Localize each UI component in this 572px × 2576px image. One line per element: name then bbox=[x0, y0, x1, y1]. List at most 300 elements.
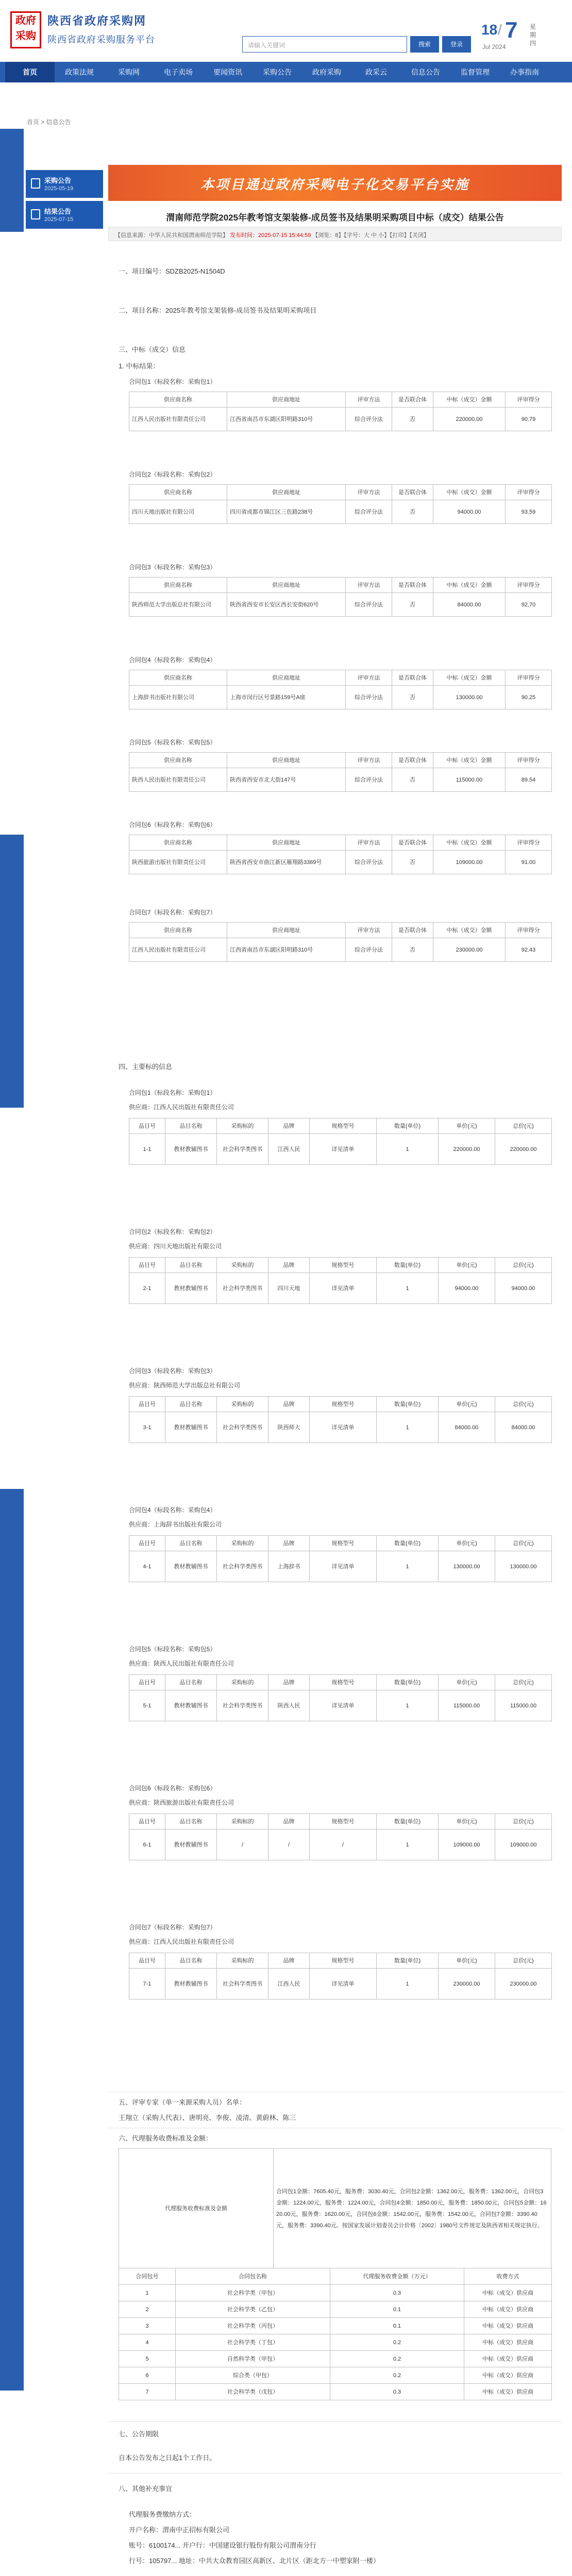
column-header: 单价(元) bbox=[439, 1397, 495, 1412]
article-meta bbox=[108, 227, 562, 241]
sidebar-item-label: 采购公告 bbox=[44, 177, 72, 184]
date-slash: / bbox=[498, 22, 502, 38]
column-header: 是否联合体 bbox=[392, 392, 433, 408]
column-header: 品目名称 bbox=[165, 1953, 217, 1969]
page-title: 渭南师范学院2025年教考馆支架装修-成员签书及结果明采购项目中标（成交）结果公告 bbox=[166, 213, 504, 223]
eval-method-cell: 综合评分法 bbox=[346, 593, 392, 617]
fee-cell: 7 bbox=[119, 2384, 176, 2400]
item-cell: 教材教辅图书 bbox=[165, 1969, 217, 1999]
column-header: 采购标的 bbox=[217, 1675, 268, 1690]
consortium-cell: 否 bbox=[392, 768, 433, 792]
column-header: 评审得分 bbox=[506, 578, 552, 593]
item-cell: 3-1 bbox=[129, 1412, 165, 1443]
item-cell: 社会科学类图书 bbox=[217, 1969, 268, 1999]
column-header: 总价(元) bbox=[495, 1118, 552, 1134]
column-header: 数量(单位) bbox=[377, 1814, 439, 1829]
column-header: 品牌 bbox=[268, 1953, 310, 1969]
fee-cell: 1 bbox=[119, 2285, 176, 2301]
fee-text-cell: 合同包1金额：7605.40元，服务费：3030.40元，合同包2金额：1362.00元，服务费：1362.00元，合同包3金额：1224.00元，服务费：1224.00元，合同包4金额：1850.00元，服务费：1850.00元，合同包5金额：1620.00元，服务费：1620.00元，合同包6金额：1542.00元，服务费：1542.00元，合同包7金额：3390.40元，服务费：3390.40元。按国家发展计划委员会计价格〔2002〕1980号文件规定及陕西省相关规定执行。 bbox=[274, 2149, 551, 2268]
section-agency-fee: 六、代理服务收费标准及金额： bbox=[119, 2134, 213, 2142]
column-header: 单价(元) bbox=[439, 1118, 495, 1134]
score-cell: 90.79 bbox=[506, 408, 552, 431]
fee-cell: 0.3 bbox=[330, 2285, 464, 2301]
item-cell: 社会科学类图书 bbox=[217, 1412, 268, 1443]
column-header: 品目号 bbox=[129, 1814, 165, 1829]
column-header: 采购标的 bbox=[217, 1536, 268, 1551]
table-row bbox=[129, 593, 552, 617]
lot-label: 合同包1（标段名称：采购包1） bbox=[129, 378, 216, 385]
lot-label: 合同包6（标段名称：采购包6） bbox=[129, 821, 216, 828]
supplier-name-cell: 上海辞书出版社有限公司 bbox=[129, 686, 227, 709]
supplier-address-cell: 陕西省西安市曲江新区雁翔路3369号 bbox=[227, 851, 346, 874]
document-icon bbox=[31, 178, 40, 189]
left-rail-top bbox=[0, 129, 24, 232]
column-header: 规格型号 bbox=[310, 1118, 377, 1134]
score-cell: 93.59 bbox=[506, 500, 552, 524]
nav-item-news[interactable]: 要闻资讯 bbox=[213, 68, 242, 76]
item-table bbox=[129, 1118, 552, 1165]
item-cell: 94000.00 bbox=[439, 1273, 495, 1304]
fee-cell: 中标（成交）供应商 bbox=[464, 2285, 552, 2301]
table-header-row bbox=[129, 1675, 552, 1690]
account-number: 账号：6100174... 开户行：中国建设银行股份有限公司渭南分行 bbox=[129, 2541, 317, 2549]
fee-cell: 3 bbox=[119, 2318, 176, 2334]
column-header: 代理服务收费金额（万元） bbox=[330, 2268, 464, 2285]
fee-cell: 0.3 bbox=[330, 2384, 464, 2400]
table-row bbox=[129, 1969, 552, 1999]
eval-method-cell: 综合评分法 bbox=[346, 938, 392, 962]
supplier-name-cell: 江西人民出版社有限责任公司 bbox=[129, 408, 227, 431]
table-row bbox=[119, 2318, 552, 2334]
column-header: 品目号 bbox=[129, 1675, 165, 1690]
eval-method-cell: 综合评分法 bbox=[346, 851, 392, 874]
section-other: 八、其他补充事宜 bbox=[119, 2485, 173, 2493]
table-row bbox=[129, 500, 552, 524]
search-button[interactable]: 搜索 bbox=[410, 36, 439, 53]
column-header: 供应商名称 bbox=[129, 578, 227, 593]
column-header: 单价(元) bbox=[439, 1258, 495, 1273]
column-header: 品目号 bbox=[129, 1536, 165, 1551]
item-table bbox=[129, 1674, 552, 1721]
consortium-cell: 否 bbox=[392, 851, 433, 874]
item-cell: 1 bbox=[377, 1829, 439, 1860]
column-header: 供应商名称 bbox=[129, 670, 227, 686]
table-header-row bbox=[129, 578, 552, 593]
document-icon bbox=[31, 209, 40, 219]
item-table bbox=[129, 1953, 552, 1999]
consortium-cell: 否 bbox=[392, 938, 433, 962]
column-header: 品目号 bbox=[129, 1118, 165, 1134]
column-header: 供应商地址 bbox=[227, 670, 346, 686]
sidebar bbox=[24, 129, 104, 232]
table-header-row bbox=[129, 1397, 552, 1412]
item-cell: 1-1 bbox=[129, 1134, 165, 1165]
supplier-name-cell: 江西人民出版社有限责任公司 bbox=[129, 938, 227, 962]
item-table bbox=[129, 1535, 552, 1582]
nav-item-home[interactable]: 首页 bbox=[5, 62, 55, 82]
sidebar-item-date: 2025-05-19 bbox=[44, 185, 74, 192]
column-header: 品牌 bbox=[268, 1536, 310, 1551]
nav-item-zcy[interactable]: 政采云 bbox=[365, 68, 387, 76]
column-header: 供应商地址 bbox=[227, 392, 346, 408]
column-header: 供应商地址 bbox=[227, 485, 346, 500]
column-header: 收费方式 bbox=[464, 2268, 552, 2285]
item-cell: 详见清单 bbox=[310, 1273, 377, 1304]
eval-method-cell: 综合评分法 bbox=[346, 768, 392, 792]
column-header: 采购标的 bbox=[217, 1397, 268, 1412]
fee-cell: 中标（成交）供应商 bbox=[464, 2351, 552, 2367]
column-header: 数量(单位) bbox=[377, 1118, 439, 1134]
fee-cell: 中标（成交）供应商 bbox=[464, 2334, 552, 2351]
column-header: 评审得分 bbox=[506, 923, 552, 938]
supplier-name-cell: 陕西师范大学出版总社有限公司 bbox=[129, 593, 227, 617]
table-row bbox=[129, 938, 552, 962]
lot-label: 合同包5（标段名称：采购包5） bbox=[129, 739, 216, 746]
site-name-line-2: 陕西省政府采购服务平台 bbox=[47, 35, 155, 45]
column-header: 是否联合体 bbox=[392, 578, 433, 593]
site-header bbox=[0, 0, 572, 62]
item-cell: 94000.00 bbox=[495, 1273, 552, 1304]
award-amount-cell bbox=[433, 500, 506, 524]
table-row bbox=[129, 851, 552, 874]
item-cell: 84000.00 bbox=[439, 1412, 495, 1443]
item-cell: / bbox=[217, 1829, 268, 1860]
item-supplier-label: 供应商：陕西人民出版社有限责任公司 bbox=[129, 1660, 234, 1667]
column-header: 品目号 bbox=[129, 1258, 165, 1273]
column-header: 采购标的 bbox=[217, 1258, 268, 1273]
column-header: 总价(元) bbox=[495, 1536, 552, 1551]
table-row bbox=[119, 2367, 552, 2384]
meta-date: 发布时间：2025-07-15 15:44:59 bbox=[230, 232, 311, 239]
award-amount: 115000.00 bbox=[456, 776, 483, 783]
fee-cell: 0.2 bbox=[330, 2334, 464, 2351]
column-header: 单价(元) bbox=[439, 1814, 495, 1829]
meta-tools[interactable]: 【浏览：8】【字号：大 中 小】【打印】【关闭】 bbox=[312, 232, 430, 239]
award-amount-cell bbox=[433, 593, 506, 617]
item-lot-label: 合同包1（标段名称：采购包1） bbox=[129, 1089, 216, 1096]
item-cell: 130000.00 bbox=[439, 1551, 495, 1582]
fee-cell: 中标（成交）供应商 bbox=[464, 2384, 552, 2400]
table-header-row bbox=[129, 1118, 552, 1134]
site-name bbox=[47, 12, 155, 46]
date-week: 星期四 bbox=[530, 23, 536, 47]
supplier-address-cell: 上海市闵行区号景路159号A座 bbox=[227, 686, 346, 709]
notice-period-text: 自本公告发布之日起1个工作日。 bbox=[119, 2454, 216, 2462]
item-cell: 230000.00 bbox=[439, 1969, 495, 1999]
award-amount-cell bbox=[433, 938, 506, 962]
supplier-name-cell: 陕西旅游出版社有限责任公司 bbox=[129, 851, 227, 874]
column-header: 评审得分 bbox=[506, 392, 552, 408]
section-notice-period: 七、公告期限 bbox=[119, 2430, 159, 2438]
award-table bbox=[129, 670, 552, 709]
item-cell: 详见清单 bbox=[310, 1134, 377, 1165]
table-header-row bbox=[129, 392, 552, 408]
breadcrumb: 首页 > 信息公告 bbox=[27, 118, 71, 126]
table-header-row bbox=[129, 1258, 552, 1273]
fee-cell: 0.2 bbox=[330, 2367, 464, 2384]
fee-cell: 自然科学类（甲包） bbox=[176, 2351, 330, 2367]
item-cell: 1 bbox=[377, 1412, 439, 1443]
column-header: 是否联合体 bbox=[392, 753, 433, 768]
column-header: 品目名称 bbox=[165, 1397, 217, 1412]
score-cell: 90.25 bbox=[506, 686, 552, 709]
supplier-address-cell: 江西省南昌市东湖区阳明路310号 bbox=[227, 408, 346, 431]
item-supplier-label: 供应商：陕西旅游出版社有限责任公司 bbox=[129, 1799, 234, 1806]
table-header-row bbox=[129, 1814, 552, 1829]
column-header: 评审得分 bbox=[506, 670, 552, 686]
column-header: 品牌 bbox=[268, 1397, 310, 1412]
column-header: 规格型号 bbox=[310, 1258, 377, 1273]
fee-cell: 6 bbox=[119, 2367, 176, 2384]
award-amount: 109000.00 bbox=[456, 859, 483, 866]
item-cell: 130000.00 bbox=[495, 1551, 552, 1582]
item-cell: 220000.00 bbox=[439, 1134, 495, 1165]
date-day: 18 bbox=[481, 22, 498, 38]
column-header: 品牌 bbox=[268, 1118, 310, 1134]
item-cell: / bbox=[268, 1829, 310, 1860]
award-amount: 84000.00 bbox=[457, 601, 481, 608]
fee-cell: 社会科学类（丙包） bbox=[176, 2318, 330, 2334]
column-header: 供应商地址 bbox=[227, 753, 346, 768]
column-header: 品目名称 bbox=[165, 1258, 217, 1273]
award-table bbox=[129, 835, 552, 874]
item-cell: 109000.00 bbox=[439, 1829, 495, 1860]
nav-item-policy[interactable]: 政策法规 bbox=[65, 68, 94, 76]
item-cell: 江西人民 bbox=[268, 1969, 310, 1999]
item-lot-label: 合同包4（标段名称：采购包4） bbox=[129, 1506, 216, 1514]
table-row bbox=[129, 1690, 552, 1721]
column-header: 品牌 bbox=[268, 1814, 310, 1829]
column-header: 采购标的 bbox=[217, 1814, 268, 1829]
project-number: 一、项目编号：SDZB2025-N1504D bbox=[119, 267, 225, 275]
item-lot-label: 合同包2（标段名称：采购包2） bbox=[129, 1228, 216, 1235]
table-row bbox=[119, 2334, 552, 2351]
nav-item-supervision[interactable]: 监督管理 bbox=[461, 68, 490, 76]
score-cell: 91.00 bbox=[506, 851, 552, 874]
lot-label: 合同包7（标段名称：采购包7） bbox=[129, 909, 216, 916]
column-header: 中标（成交）金额 bbox=[433, 578, 506, 593]
sidebar-item-procurement-notice[interactable] bbox=[26, 170, 103, 198]
consortium-cell: 否 bbox=[392, 686, 433, 709]
award-amount-cell bbox=[433, 851, 506, 874]
table-header-row bbox=[129, 1536, 552, 1551]
column-header: 中标（成交）金额 bbox=[433, 670, 506, 686]
award-table bbox=[129, 577, 552, 617]
item-cell: 109000.00 bbox=[495, 1829, 552, 1860]
column-header: 规格型号 bbox=[310, 1536, 377, 1551]
item-cell: 115000.00 bbox=[439, 1690, 495, 1721]
award-table bbox=[129, 392, 552, 431]
column-header: 中标（成交）金额 bbox=[433, 835, 506, 851]
item-supplier-label: 供应商：江西人民出版社有限责任公司 bbox=[129, 1104, 234, 1111]
fee-payment-heading: 代理服务费缴纳方式： bbox=[129, 2511, 196, 2518]
item-cell: 四川天地 bbox=[268, 1273, 310, 1304]
award-amount-cell bbox=[433, 686, 506, 709]
date-month: 7 bbox=[505, 18, 518, 43]
nav-item-guide[interactable]: 办事指南 bbox=[510, 68, 539, 76]
item-cell: 5-1 bbox=[129, 1690, 165, 1721]
login-button[interactable]: 登录 bbox=[442, 36, 471, 53]
sidebar-item-result-notice[interactable] bbox=[26, 201, 103, 229]
award-amount: 230000.00 bbox=[456, 946, 483, 953]
supplier-name-cell: 四川天地出版社有限公司 bbox=[129, 500, 227, 524]
column-header: 总价(元) bbox=[495, 1258, 552, 1273]
search-input[interactable]: 请输入关键词 bbox=[242, 36, 407, 53]
table-header-row bbox=[119, 2268, 552, 2285]
table-row bbox=[129, 1273, 552, 1304]
award-amount-cell bbox=[433, 408, 506, 431]
award-table bbox=[129, 922, 552, 962]
column-header: 品牌 bbox=[268, 1675, 310, 1690]
lot-label: 合同包3（标段名称：采购包3） bbox=[129, 564, 216, 571]
supplier-address-cell: 江西省南昌市东湖区阳明路310号 bbox=[227, 938, 346, 962]
item-cell: 社会科学类图书 bbox=[217, 1273, 268, 1304]
nav-item-notices[interactable]: 采购公告 bbox=[263, 68, 292, 76]
item-cell: 1 bbox=[377, 1690, 439, 1721]
table-row bbox=[129, 768, 552, 792]
section-award-info: 三、中标（成交）信息 bbox=[119, 346, 186, 353]
column-header: 数量(单位) bbox=[377, 1397, 439, 1412]
table-row bbox=[119, 2384, 552, 2400]
nav-item-eshop[interactable]: 电子卖场 bbox=[164, 68, 193, 76]
table-row bbox=[119, 2285, 552, 2301]
column-header: 合同包号 bbox=[119, 2268, 176, 2285]
column-header: 评审方法 bbox=[346, 835, 392, 851]
column-header: 供应商地址 bbox=[227, 923, 346, 938]
table-row bbox=[129, 1551, 552, 1582]
table-header-row bbox=[129, 670, 552, 686]
column-header: 单价(元) bbox=[439, 1953, 495, 1969]
item-supplier-label: 供应商：江西人民出版社有限责任公司 bbox=[129, 1938, 234, 1945]
item-cell: 1 bbox=[377, 1273, 439, 1304]
table-row bbox=[129, 1412, 552, 1443]
award-result-heading: 1. 中标结果： bbox=[119, 362, 160, 370]
left-rail-middle bbox=[0, 835, 24, 1108]
fee-cell: 社会科学类（丁包） bbox=[176, 2334, 330, 2351]
agency-fee-table bbox=[119, 2268, 552, 2400]
item-cell: 详见清单 bbox=[310, 1690, 377, 1721]
fee-cell: 中标（成交）供应商 bbox=[464, 2301, 552, 2318]
item-cell: 1 bbox=[377, 1551, 439, 1582]
item-cell: 7-1 bbox=[129, 1969, 165, 1999]
project-name: 二、项目名称：2025年教考馆支架装修-成员签书及结果明采购项目 bbox=[119, 307, 317, 314]
column-header: 供应商名称 bbox=[129, 753, 227, 768]
column-header: 评审方法 bbox=[346, 578, 392, 593]
eval-method-cell: 综合评分法 bbox=[346, 686, 392, 709]
logo-line-2: 采购 bbox=[15, 30, 36, 42]
section-main-items: 四、主要标的信息 bbox=[119, 1063, 173, 1071]
column-header: 合同包名称 bbox=[176, 2268, 330, 2285]
account-name: 开户名称：渭南中正招标有限公司 bbox=[129, 2526, 230, 2534]
award-table bbox=[129, 484, 552, 524]
item-cell: 社会科学类图书 bbox=[217, 1690, 268, 1721]
column-header: 中标（成交）金额 bbox=[433, 923, 506, 938]
column-header: 是否联合体 bbox=[392, 923, 433, 938]
column-header: 品目名称 bbox=[165, 1536, 217, 1551]
site-name-line-1: 陕西省政府采购网 bbox=[47, 14, 147, 27]
fee-cell: 中标（成交）供应商 bbox=[464, 2367, 552, 2384]
award-amount: 130000.00 bbox=[456, 694, 483, 701]
score-cell: 92.43 bbox=[506, 938, 552, 962]
award-amount: 94000.00 bbox=[457, 509, 481, 515]
item-cell: 陕西人民 bbox=[268, 1690, 310, 1721]
fee-cell: 2 bbox=[119, 2301, 176, 2318]
table-row bbox=[129, 1134, 552, 1165]
meta-source: 【信息来源：中华人民共和国渭南师范学院】 bbox=[115, 232, 228, 239]
item-cell: 上海辞书 bbox=[268, 1551, 310, 1582]
column-header: 总价(元) bbox=[495, 1675, 552, 1690]
fee-cell: 社会科学类（戊包） bbox=[176, 2384, 330, 2400]
column-header: 总价(元) bbox=[495, 1397, 552, 1412]
column-header: 评审得分 bbox=[506, 835, 552, 851]
divider bbox=[108, 2421, 562, 2422]
item-table bbox=[129, 1814, 552, 1860]
column-header: 中标（成交）金额 bbox=[433, 485, 506, 500]
supplier-address-cell: 陕西省西安市北大街147号 bbox=[227, 768, 346, 792]
table-header-row bbox=[129, 923, 552, 938]
date-display bbox=[479, 18, 562, 57]
column-header: 规格型号 bbox=[310, 1397, 377, 1412]
supplier-address-cell: 陕西省西安市长安区西长安街620号 bbox=[227, 593, 346, 617]
item-cell: 教材教辅图书 bbox=[165, 1690, 217, 1721]
fee-cell: 0.1 bbox=[330, 2318, 464, 2334]
nav-item-procurement[interactable]: 采购网 bbox=[118, 68, 140, 76]
column-header: 数量(单位) bbox=[377, 1258, 439, 1273]
fee-cell: 综合类（甲包） bbox=[176, 2367, 330, 2384]
column-header: 总价(元) bbox=[495, 1953, 552, 1969]
left-rail-lower bbox=[0, 1489, 24, 2391]
item-lot-label: 合同包5（标段名称：采购包5） bbox=[129, 1646, 216, 1653]
item-cell: 社会科学类图书 bbox=[217, 1134, 268, 1165]
nav-item-gov[interactable]: 政府采购 bbox=[312, 68, 341, 76]
fee-cell: 中标（成交）供应商 bbox=[464, 2318, 552, 2334]
date-year-month: Jul 2024 bbox=[482, 43, 506, 50]
column-header: 中标（成交）金额 bbox=[433, 392, 506, 408]
item-cell: 1 bbox=[377, 1134, 439, 1165]
column-header: 单价(元) bbox=[439, 1675, 495, 1690]
column-header: 是否联合体 bbox=[392, 670, 433, 686]
site-logo[interactable] bbox=[10, 11, 41, 48]
item-cell: 1 bbox=[377, 1969, 439, 1999]
sidebar-item-date: 2025-07-15 bbox=[44, 216, 74, 223]
item-table bbox=[129, 1257, 552, 1304]
column-header: 供应商地址 bbox=[227, 835, 346, 851]
bank-code: 行号：105797... 地址：中共大众教育园区高新区、北片区（距北方一中塑家附一楼） bbox=[129, 2557, 380, 2565]
fee-cell: 社会科学类（甲包） bbox=[176, 2285, 330, 2301]
item-lot-label: 合同包7（标段名称：采购包7） bbox=[129, 1924, 216, 1931]
award-amount: 220000.00 bbox=[456, 416, 483, 422]
item-cell: 2-1 bbox=[129, 1273, 165, 1304]
nav-item-info[interactable]: 信息公告 bbox=[411, 68, 440, 76]
column-header: 供应商名称 bbox=[129, 835, 227, 851]
table-row bbox=[129, 686, 552, 709]
lot-label: 合同包4（标段名称：采购包4） bbox=[129, 656, 216, 664]
table-header-row bbox=[129, 835, 552, 851]
table-row bbox=[129, 408, 552, 431]
table-row bbox=[129, 1829, 552, 1860]
item-cell: 84000.00 bbox=[495, 1412, 552, 1443]
item-cell: 教材教辅图书 bbox=[165, 1273, 217, 1304]
item-cell: 教材教辅图书 bbox=[165, 1134, 217, 1165]
column-header: 评审方法 bbox=[346, 670, 392, 686]
table-row bbox=[119, 2301, 552, 2318]
logo-line-1: 政府 bbox=[15, 15, 36, 26]
item-cell: 详见清单 bbox=[310, 1969, 377, 1999]
item-lot-label: 合同包3（标段名称：采购包3） bbox=[129, 1367, 216, 1375]
column-header: 规格型号 bbox=[310, 1814, 377, 1829]
lot-label: 合同包2（标段名称：采购包2） bbox=[129, 471, 216, 478]
fee-cell: 0.2 bbox=[330, 2351, 464, 2367]
